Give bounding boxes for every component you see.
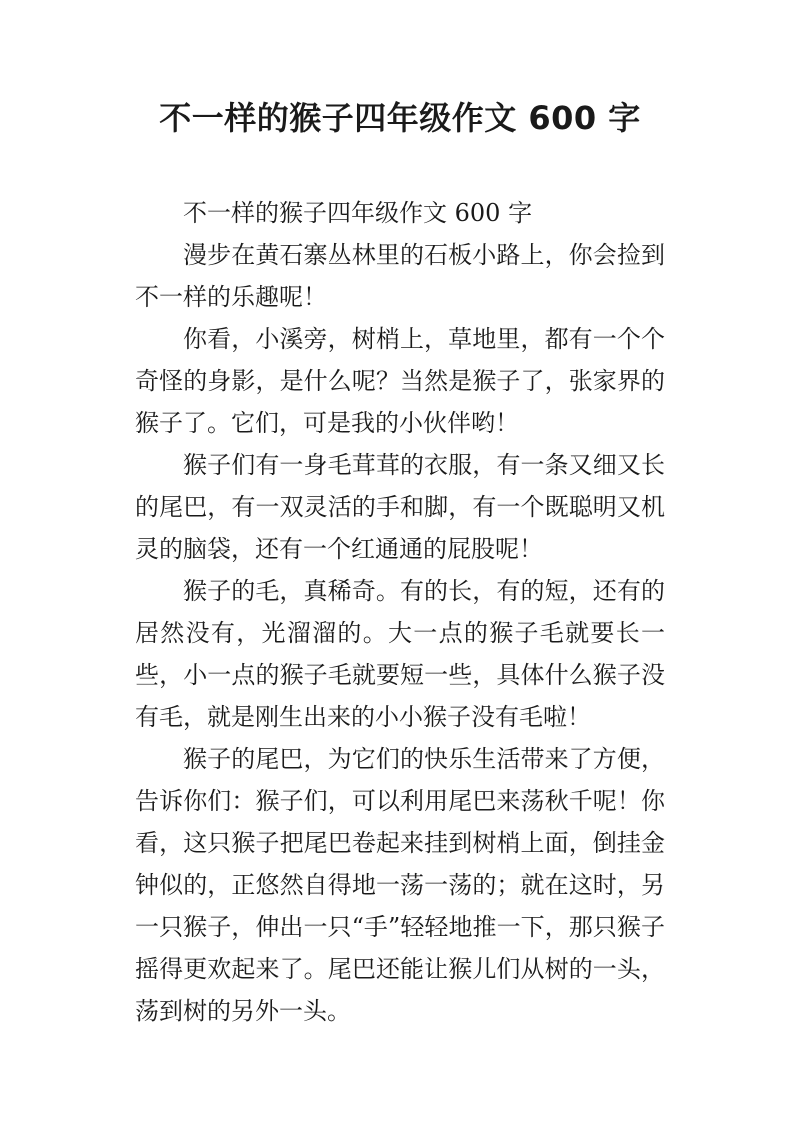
paragraph: 猴子的尾巴，为它们的快乐生活带来了方便，告诉你们：猴子们，可以利用尾巴来荡秋千呢！你看，这只猴子把尾巴卷起来挂到树梢上面，倒挂金钟似的，正悠然自得地一荡一荡的；就在这时，另一只猴子，伸出一只“手”轻轻地推一下，那只猴子摇得更欢起来了。尾巴还能让猴儿们从树的一头，荡到树的另外一头。 [135,745,665,1025]
paragraph: 漫步在黄石寨丛林里的石板小路上，你会捡到不一样的乐趣呢！ [135,241,665,311]
paragraph-subtitle: 不一样的猴子四年级作文 600 字 [183,199,533,227]
article-body [135,192,665,1032]
paragraph: 你看，小溪旁，树梢上，草地里，都有一个个奇怪的身影，是什么呢？当然是猴子了，张家界的猴子了。它们，可是我的小伙伴哟！ [135,325,665,437]
page-title: 不一样的猴子四年级作文 600 字 [159,99,641,137]
paragraph: 猴子们有一身毛茸茸的衣服，有一条又细又长的尾巴，有一双灵活的手和脚，有一个既聪明又机灵的脑袋，还有一个红通通的屁股呢！ [135,451,665,563]
paragraph: 猴子的毛，真稀奇。有的长，有的短，还有的居然没有，光溜溜的。大一点的猴子毛就要长一些，小一点的猴子毛就要短一些，具体什么猴子没有毛，就是刚生出来的小小猴子没有毛啦！ [135,577,665,731]
